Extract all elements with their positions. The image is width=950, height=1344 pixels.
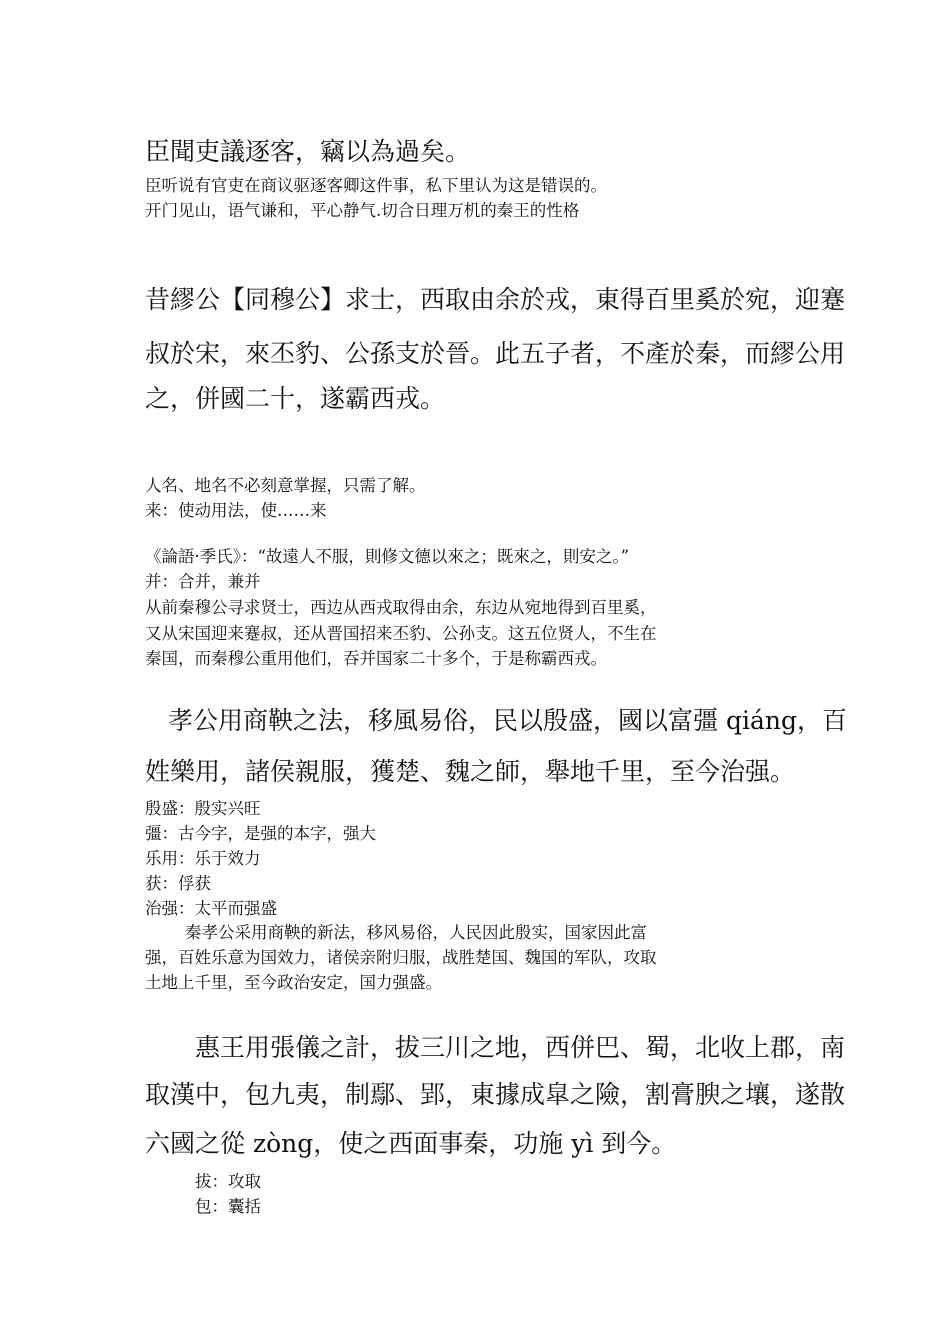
classical-text-line: 惠王用張儀之計，拔三川之地，西併巴、蜀，北收上郡，南: [195, 1033, 846, 1062]
classical-text-line: 六國之從 zòng，使之西面事秦，功施 yì 到今。: [145, 1129, 677, 1158]
translation-line: 强，百姓乐意为国效力，诸侯亲附归服，战胜楚国、魏国的军队，攻取: [145, 948, 657, 967]
translation-line: 又从宋国迎来蹇叔，还从晋国招来丕豹、公孙支。这五位贤人，不生在: [145, 624, 657, 643]
commentary-line: 开门见山，语气谦和，平心静气.切合日理万机的秦王的性格: [145, 201, 580, 220]
classical-text-line: 取漢中，包九夷，制鄢、郢，東據成皐之險，割膏腴之壤，遂散: [145, 1080, 846, 1109]
translation-line: 臣听说有官吏在商议驱逐客卿这件事，私下里认为这是错误的。: [145, 176, 607, 195]
classical-text-line: 姓樂用，諸侯親服，獲楚、魏之師，舉地千里，至今治强。: [145, 757, 796, 786]
note-line: 人名、地名不必刻意掌握，只需了解。: [145, 476, 426, 495]
note-line: 并：合并，兼并: [145, 572, 261, 591]
classical-text-line: 昔繆公【同穆公】求士，西取由余於戎，東得百里奚於宛，迎蹇: [145, 285, 846, 314]
note-line: 拔：攻取: [195, 1172, 261, 1191]
translation-line: 土地上千里，至今政治安定，国力强盛。: [145, 973, 442, 992]
classical-text-line: 之，併國二十，遂霸西戎。: [145, 384, 446, 413]
classical-text-line: 臣聞吏議逐客，竊以為過矣。: [145, 137, 471, 166]
classical-text-line: 孝公用商鞅之法，移風易俗，民以殷盛，國以富彊 qiáng，百: [168, 706, 847, 735]
quote-line: 《論語·季氏》：“故遠人不服，則修文德以來之；既來之，則安之。”: [145, 547, 630, 566]
classical-text-line: 叔於宋，來丕豹、公孫支於晉。此五子者，不產於秦，而繆公用: [145, 339, 846, 368]
note-line: 包：囊括: [195, 1197, 261, 1216]
translation-line: 从前秦穆公寻求贤士，西边从西戎取得由余，东边从宛地得到百里奚，: [145, 598, 657, 617]
note-line: 彊：古今字，是强的本字，强大: [145, 824, 376, 843]
note-line: 来：使动用法，使……来: [145, 501, 327, 520]
note-line: 乐用：乐于效力: [145, 849, 261, 868]
translation-line: 秦国，而秦穆公重用他们，吞并国家二十多个，于是称霸西戎。: [145, 649, 607, 668]
note-line: 治强：太平而强盛: [145, 899, 277, 918]
translation-line: 秦孝公采用商鞅的新法，移风易俗，人民因此殷实，国家因此富: [185, 923, 647, 942]
note-line: 殷盛：殷实兴旺: [145, 799, 261, 818]
note-line: 获：俘获: [145, 874, 211, 893]
